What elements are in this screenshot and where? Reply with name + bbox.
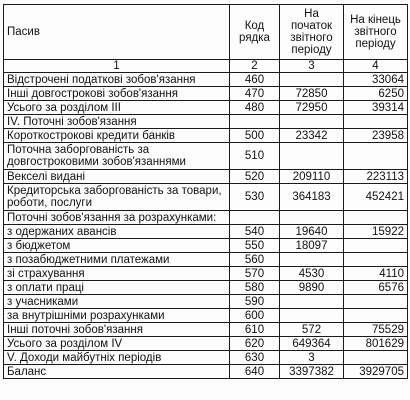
- table-row: [4, 225, 408, 239]
- row-name: Інші довгострокові зобов'язання: [4, 87, 230, 101]
- row-name: Інші поточні зобов'язання: [4, 323, 230, 337]
- row-end-value: [344, 351, 408, 365]
- row-name: з бюджетом: [4, 239, 230, 253]
- table-row: [4, 143, 408, 170]
- row-name: за внутрішніми розрахунками: [4, 309, 230, 323]
- column-number: 4: [344, 60, 408, 73]
- row-start-value: [280, 143, 344, 170]
- row-end-value: 452421: [344, 184, 408, 211]
- row-code: 570: [230, 267, 280, 281]
- table-row: [4, 365, 408, 379]
- table-row: [4, 115, 408, 129]
- row-end-value: 6250: [344, 87, 408, 101]
- row-code: 610: [230, 323, 280, 337]
- row-name: Відстрочені податкові зобов'язання: [4, 73, 230, 87]
- table-row: [4, 309, 408, 323]
- header-start: На початок звітного періоду: [280, 5, 344, 60]
- row-end-value: 3929705: [344, 365, 408, 379]
- row-start-value: 209110: [280, 170, 344, 184]
- row-name: з позабюджетними платежами: [4, 253, 230, 267]
- row-code: 630: [230, 351, 280, 365]
- row-code: 580: [230, 281, 280, 295]
- column-number-row: [4, 60, 408, 73]
- header-row: [4, 5, 408, 60]
- column-number: 3: [280, 60, 344, 73]
- row-end-value: [344, 309, 408, 323]
- row-code: 620: [230, 337, 280, 351]
- row-start-value: 9890: [280, 281, 344, 295]
- row-end-value: [344, 239, 408, 253]
- table-row: [4, 267, 408, 281]
- table-row: [4, 323, 408, 337]
- row-start-value: 572: [280, 323, 344, 337]
- table-row: [4, 337, 408, 351]
- row-start-value: 72850: [280, 87, 344, 101]
- row-start-value: [280, 115, 344, 129]
- row-start-value: 72950: [280, 101, 344, 115]
- row-name: IV. Поточні зобов'язання: [4, 115, 230, 129]
- table-row: [4, 211, 408, 225]
- row-name: з учасниками: [4, 295, 230, 309]
- row-start-value: 364183: [280, 184, 344, 211]
- row-name: V. Доходи майбутніх періодів: [4, 351, 230, 365]
- row-code: 540: [230, 225, 280, 239]
- row-end-value: 801629: [344, 337, 408, 351]
- table-row: [4, 129, 408, 143]
- row-code: 530: [230, 184, 280, 211]
- row-code: [230, 211, 280, 225]
- row-end-value: 23958: [344, 129, 408, 143]
- table-row: [4, 281, 408, 295]
- row-start-value: [280, 309, 344, 323]
- liabilities-table: [3, 4, 408, 379]
- table-row: [4, 351, 408, 365]
- table-body: [4, 73, 408, 379]
- row-code: 640: [230, 365, 280, 379]
- row-end-value: [344, 295, 408, 309]
- row-name: Кредиторська заборгованість за товари, роботи, послуги: [4, 184, 230, 211]
- row-start-value: 3397382: [280, 365, 344, 379]
- row-start-value: [280, 73, 344, 87]
- table-row: [4, 253, 408, 267]
- header-end: На кінець звітного періоду: [344, 5, 408, 60]
- row-name: зі страхування: [4, 267, 230, 281]
- row-start-value: 3: [280, 351, 344, 365]
- row-code: 550: [230, 239, 280, 253]
- row-start-value: 18097: [280, 239, 344, 253]
- row-end-value: 33064: [344, 73, 408, 87]
- row-end-value: 15922: [344, 225, 408, 239]
- row-name: з оплати праці: [4, 281, 230, 295]
- header-code: Код рядка: [230, 5, 280, 60]
- row-name: з одержаних авансів: [4, 225, 230, 239]
- row-end-value: 75529: [344, 323, 408, 337]
- row-start-value: [280, 253, 344, 267]
- row-code: 520: [230, 170, 280, 184]
- row-end-value: [344, 253, 408, 267]
- row-start-value: 4530: [280, 267, 344, 281]
- row-name: Поточні зобов'язання за розрахунками:: [4, 211, 230, 225]
- row-start-value: [280, 211, 344, 225]
- row-code: 600: [230, 309, 280, 323]
- row-end-value: 39314: [344, 101, 408, 115]
- header-name: Пасив: [4, 5, 230, 60]
- row-code: 560: [230, 253, 280, 267]
- row-code: 460: [230, 73, 280, 87]
- table-row: [4, 101, 408, 115]
- table-row: [4, 184, 408, 211]
- table-row: [4, 295, 408, 309]
- row-start-value: 19640: [280, 225, 344, 239]
- table-row: [4, 170, 408, 184]
- row-code: 590: [230, 295, 280, 309]
- row-name: Короткострокові кредити банків: [4, 129, 230, 143]
- row-end-value: 223113: [344, 170, 408, 184]
- column-number: 2: [230, 60, 280, 73]
- table-row: [4, 239, 408, 253]
- row-code: [230, 115, 280, 129]
- row-end-value: 4110: [344, 267, 408, 281]
- row-name: Баланс: [4, 365, 230, 379]
- row-end-value: [344, 143, 408, 170]
- row-code: 500: [230, 129, 280, 143]
- table-row: [4, 87, 408, 101]
- row-start-value: [280, 295, 344, 309]
- row-code: 510: [230, 143, 280, 170]
- table-row: [4, 73, 408, 87]
- row-end-value: [344, 211, 408, 225]
- row-name: Поточна заборгованість за довгостроковими зобов'язаннями: [4, 143, 230, 170]
- column-number: 1: [4, 60, 230, 73]
- row-end-value: [344, 115, 408, 129]
- row-name: Усього за розділом IV: [4, 337, 230, 351]
- row-start-value: 649364: [280, 337, 344, 351]
- row-start-value: 23342: [280, 129, 344, 143]
- row-name: Усього за розділом III: [4, 101, 230, 115]
- row-end-value: 6576: [344, 281, 408, 295]
- row-code: 470: [230, 87, 280, 101]
- row-code: 480: [230, 101, 280, 115]
- row-name: Векселі видані: [4, 170, 230, 184]
